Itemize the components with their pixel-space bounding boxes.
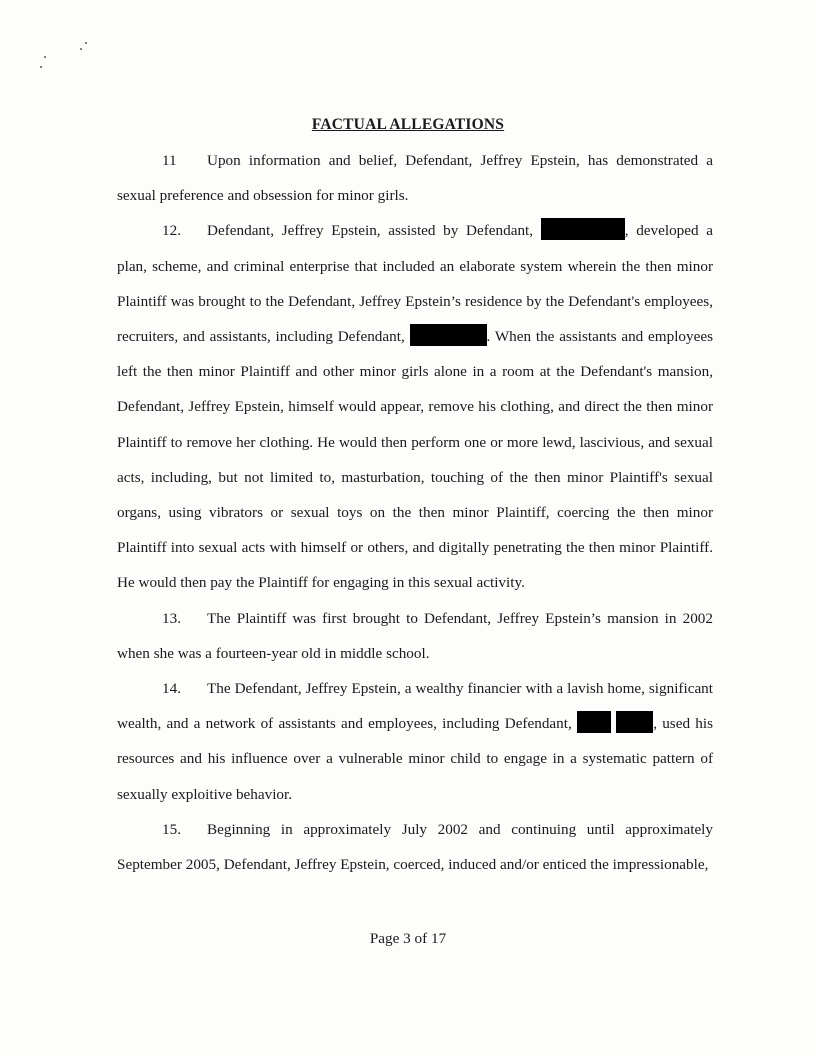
scan-speck <box>44 56 46 58</box>
allegations-body <box>117 143 713 882</box>
page-number: Page 3 of 17 <box>369 930 447 947</box>
paragraph-number: 11 <box>162 152 177 169</box>
paragraph-text: , used his resources and his influence over a vulnerable minor child to engage in a systematic pattern of sexually exploitive behavior. <box>117 715 713 803</box>
paragraph-text: Beginning in approximately July 2002 and continuing until approximately September 2005, Defendant, Jeffrey Epstein, coerced, induced and/or enticed the impressionable, <box>117 820 713 874</box>
paragraph <box>117 601 713 671</box>
redaction-block <box>577 711 611 733</box>
paragraph-text: The Plaintiff was first brought to Defendant, Jeffrey Epstein’s mansion in 2002 when she was a fourteen-year old in middle school. <box>117 609 713 662</box>
paragraph-number: 13. <box>162 609 181 627</box>
paragraph-text: The Defendant, Jeffrey Epstein, a wealthy financier with a lavish home, significant wealth, and a network of assistants and employees, including Defendant, <box>117 680 713 733</box>
section-heading: FACTUAL ALLEGATIONS <box>311 116 505 133</box>
paragraph-text: Upon information and belief, Defendant, Jeffrey Epstein, has demonstrated a sexual preference and obsession for minor girls. <box>117 152 713 205</box>
paragraph-number: 12. <box>162 222 181 240</box>
paragraph <box>117 812 713 882</box>
paragraph <box>117 143 713 213</box>
paragraph-number: 15. <box>162 820 181 838</box>
paragraph <box>117 671 713 812</box>
scan-speck <box>40 66 42 68</box>
paragraph-number: 14. <box>162 680 181 698</box>
paragraph-text: . When the assistants and employees left the then minor Plaintiff and other minor girls alone in a room at the Defendant's mansion, Defendant, Jeffrey Epstein, himself would appear, remove his clothing, and direct the then minor Plaintiff to remove her clothing. He would then perform one or more lewd, lascivious, and sexual acts, including, but not limited to, masturbation, touching of the then minor Plaintiff's sexual organs, using vibrators or sexual toys on the then minor Plaintiff, coercing the then minor Plaintiff into sexual acts with himself or others, and digitally penetrating the then minor Plaintiff. He would then pay the Plaintiff for engaging in this sexual activity. <box>117 328 713 592</box>
scan-speck <box>80 48 82 50</box>
paragraph <box>117 213 713 600</box>
redaction-block <box>616 711 653 733</box>
redaction-block <box>541 218 625 240</box>
paragraph-text: Defendant, Jeffrey Epstein, assisted by Defendant, <box>207 222 541 240</box>
scan-speck <box>85 42 87 44</box>
redaction-block <box>410 324 487 346</box>
paragraph-text: , developed a plan, scheme, and criminal enterprise that included an elaborate system wherein the then minor Plaintiff was brought to the Defendant, Jeffrey Epstein’s residence by the Defendant's employees, recruiters, and assistants, including Defendant, <box>117 222 714 346</box>
